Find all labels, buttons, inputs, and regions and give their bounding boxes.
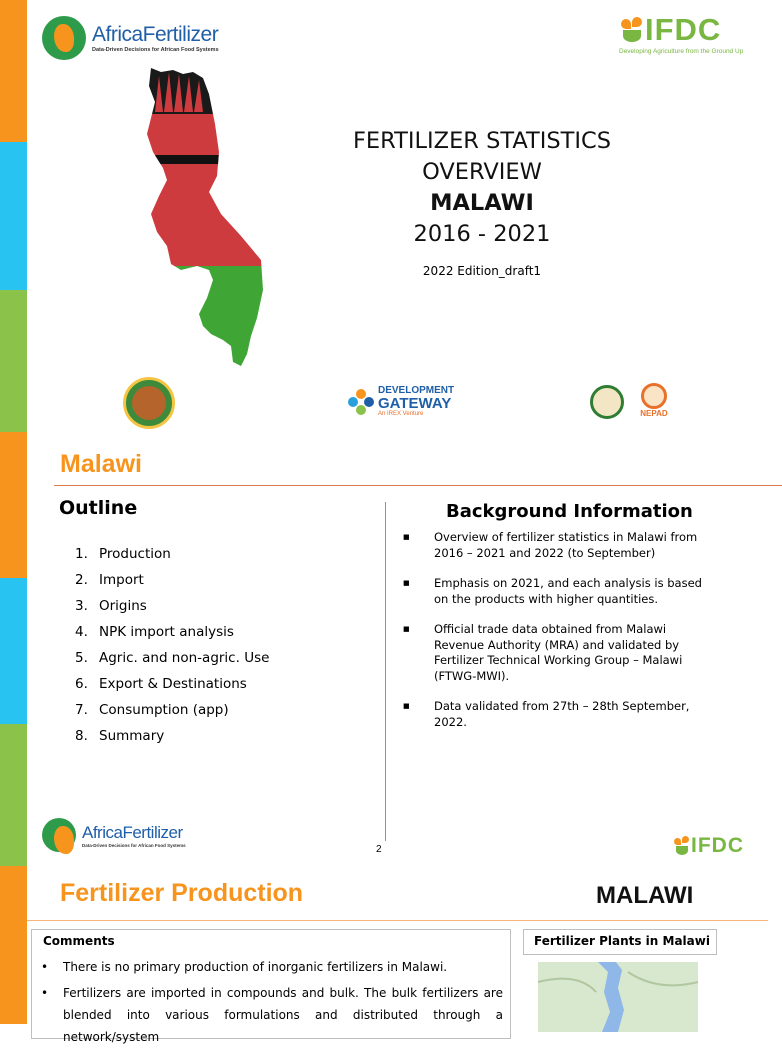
column-divider [385, 502, 386, 841]
title-divider [54, 485, 782, 486]
dg-line-1: DEVELOPMENT [378, 385, 455, 396]
ministry-seal-logo [123, 377, 175, 429]
background-list [403, 530, 703, 745]
production-slide [27, 804, 768, 1044]
africa-globe-icon [42, 16, 86, 60]
outline-heading: Outline [59, 497, 138, 519]
dg-line-3: An IREX Venture [378, 411, 424, 417]
ifdc-tagline: Developing Agriculture from the Ground Up [619, 48, 744, 55]
fertilizer-plants-map [538, 962, 698, 1032]
background-item: ■ Emphasis on 2021, and each analysis is based on the products with higher quantities. [403, 576, 702, 606]
title-line-1: FERTILIZER STATISTICS [352, 128, 612, 154]
dg-line-2: GATEWAY [378, 395, 452, 412]
outline-item: 2. Import [75, 572, 144, 588]
development-gateway-logo [348, 386, 454, 417]
background-item: ■ Official trade data obtained from Malawi Revenue Authority (MRA) and validated by Fertilizer Technical Working Group – Malawi (FTWG-MWI). [403, 622, 683, 683]
left-color-stripe [0, 0, 27, 1024]
africafertilizer-logo [42, 16, 219, 60]
comment-item: • Fertilizers are imported in compounds and bulk. The bulk fertilizers are blended into various formulations and distributed through a network/system [41, 986, 503, 1044]
malawi-flag-map [137, 64, 267, 374]
outline-item: 8. Summary [75, 728, 165, 744]
page-number: 2 [376, 844, 382, 855]
country-label: MALAWI [596, 882, 694, 909]
title-divider [27, 920, 768, 921]
outline-item: 7. Consumption (app) [75, 702, 229, 718]
comment-item: • There is no primary production of inorganic fertilizers in Malawi. [41, 960, 448, 974]
gateway-mark-icon [348, 389, 374, 415]
logo-tagline: Data-Driven Decisions for African Food Systems [92, 47, 219, 53]
plants-heading: Fertilizer Plants in Malawi [523, 929, 717, 955]
logo-tagline: Data-Driven Decisions for African Food Systems [82, 842, 186, 848]
sprout-icon [619, 15, 645, 45]
ifdc-name: IFDC [691, 834, 744, 857]
background-item: ■ Overview of fertilizer statistics in Malawi from 2016 – 2021 and 2022 (to September) [403, 530, 698, 560]
logo-name: AfricaFertilizer [82, 822, 183, 842]
outline-item: 1. Production [75, 546, 171, 562]
outline-list [75, 546, 269, 754]
ifdc-name: IFDC [645, 12, 722, 47]
nepad-logo [634, 383, 674, 418]
title-slide [27, 0, 768, 432]
year-range: 2016 - 2021 [413, 221, 551, 247]
edition-label: 2022 Edition_draft1 [422, 264, 542, 278]
african-union-logo [590, 385, 624, 419]
slide-title: Malawi [60, 450, 142, 478]
logo-name: AfricaFertilizer [92, 23, 219, 46]
outline-slide [27, 432, 768, 866]
title-block [327, 126, 637, 278]
comments-heading: Comments [43, 934, 115, 948]
comments-box [31, 929, 511, 1044]
outline-item: 3. Origins [75, 598, 147, 614]
outline-item: 5. Agric. and non-agric. Use [75, 650, 270, 666]
background-heading: Background Information [446, 501, 693, 522]
comments-list [41, 956, 503, 1052]
ifdc-logo [619, 12, 743, 55]
slide-title: Fertilizer Production [60, 879, 304, 907]
country-title: MALAWI [430, 190, 534, 216]
title-line-2: OVERVIEW [422, 159, 542, 185]
nepad-word: NEPAD [640, 409, 668, 418]
outline-item: 4. NPK import analysis [75, 624, 234, 640]
outline-item: 6. Export & Destinations [75, 676, 247, 692]
background-item: ■ Data validated from 27th – 28th September, 2022. [403, 699, 690, 729]
